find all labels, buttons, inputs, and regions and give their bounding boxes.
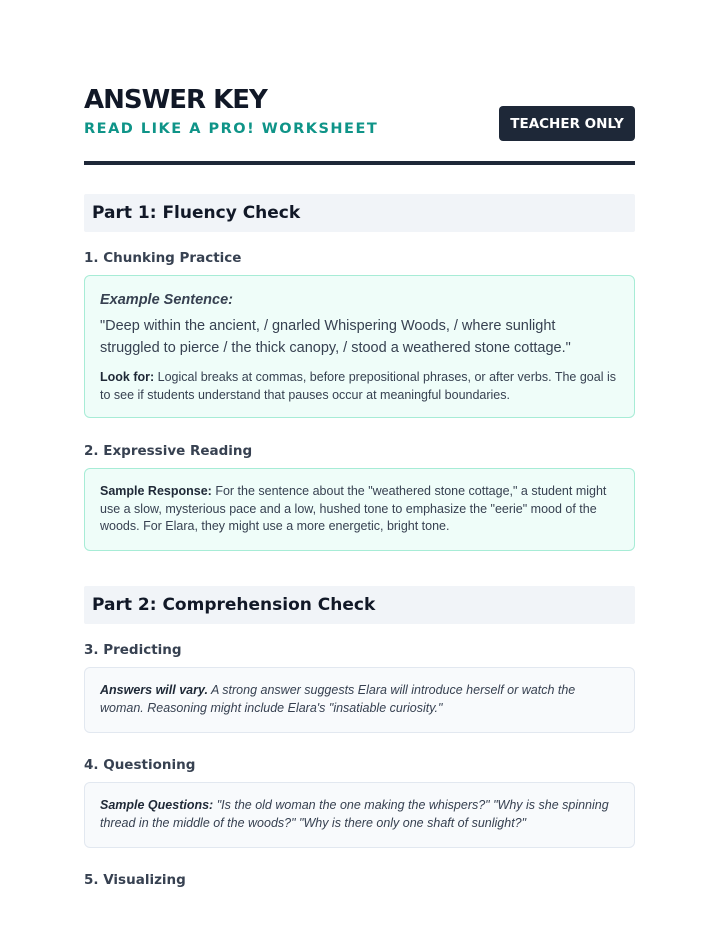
sample-response	[100, 483, 619, 536]
predicting-answer-text: A strong answer suggests Elara will introduce herself or watch the woman. Reasoning might include Elara's "insatiable curiosity."	[100, 683, 576, 715]
sample-questions-label: Sample Questions:	[100, 798, 214, 812]
predicting-answer-label: Answers will vary.	[100, 683, 208, 697]
teacher-only-badge: TEACHER ONLY	[499, 106, 635, 141]
question-3-heading: 3. Predicting	[84, 642, 182, 658]
example-sentence: "Deep within the ancient, / gnarled Whispering Woods, / where sunlight struggled to pierce / the thick canopy, / stood a weathered stone cottage."	[100, 318, 571, 356]
question-3-answer-box	[84, 667, 635, 733]
part-1-heading-bar	[84, 194, 635, 232]
look-for-text: Logical breaks at commas, before prepositional phrases, or after verbs. The goal is to see if students understand that pauses occur at meaningful boundaries.	[100, 370, 616, 402]
part-2-title: Part 2: Comprehension Check	[92, 595, 376, 615]
sample-questions-text: "Is the old woman the one making the whispers?" "Why is she spinning thread in the middle of the woods?" "Why is there only one shaft of sunlight?"	[100, 798, 609, 830]
part-1-title: Part 1: Fluency Check	[92, 203, 301, 223]
sample-response-label: Sample Response:	[100, 484, 212, 498]
page-title: ANSWER KEY	[84, 85, 267, 115]
sample-questions	[100, 797, 619, 832]
question-1-heading: 1. Chunking Practice	[84, 250, 242, 266]
part-2-heading-bar	[84, 586, 635, 624]
example-sentence-label: Example Sentence:	[100, 292, 233, 308]
predicting-answer	[100, 682, 619, 717]
question-5-heading: 5. Visualizing	[84, 872, 186, 888]
look-for-note	[100, 369, 619, 404]
question-4-answer-box	[84, 782, 635, 848]
look-for-label: Look for:	[100, 370, 155, 384]
sample-response-text: For the sentence about the "weathered stone cottage," a student might use a slow, mysterious pace and a low, hushed tone to emphasize the "eerie" mood of the woods. For Elara, they might use a more energetic, bright tone.	[100, 484, 607, 533]
question-1-answer-box	[84, 275, 635, 418]
question-4-heading: 4. Questioning	[84, 757, 196, 773]
worksheet-subtitle: READ LIKE A PRO! WORKSHEET	[84, 121, 379, 137]
question-2-answer-box	[84, 468, 635, 551]
header-divider	[84, 161, 635, 165]
question-2-heading: 2. Expressive Reading	[84, 443, 253, 459]
